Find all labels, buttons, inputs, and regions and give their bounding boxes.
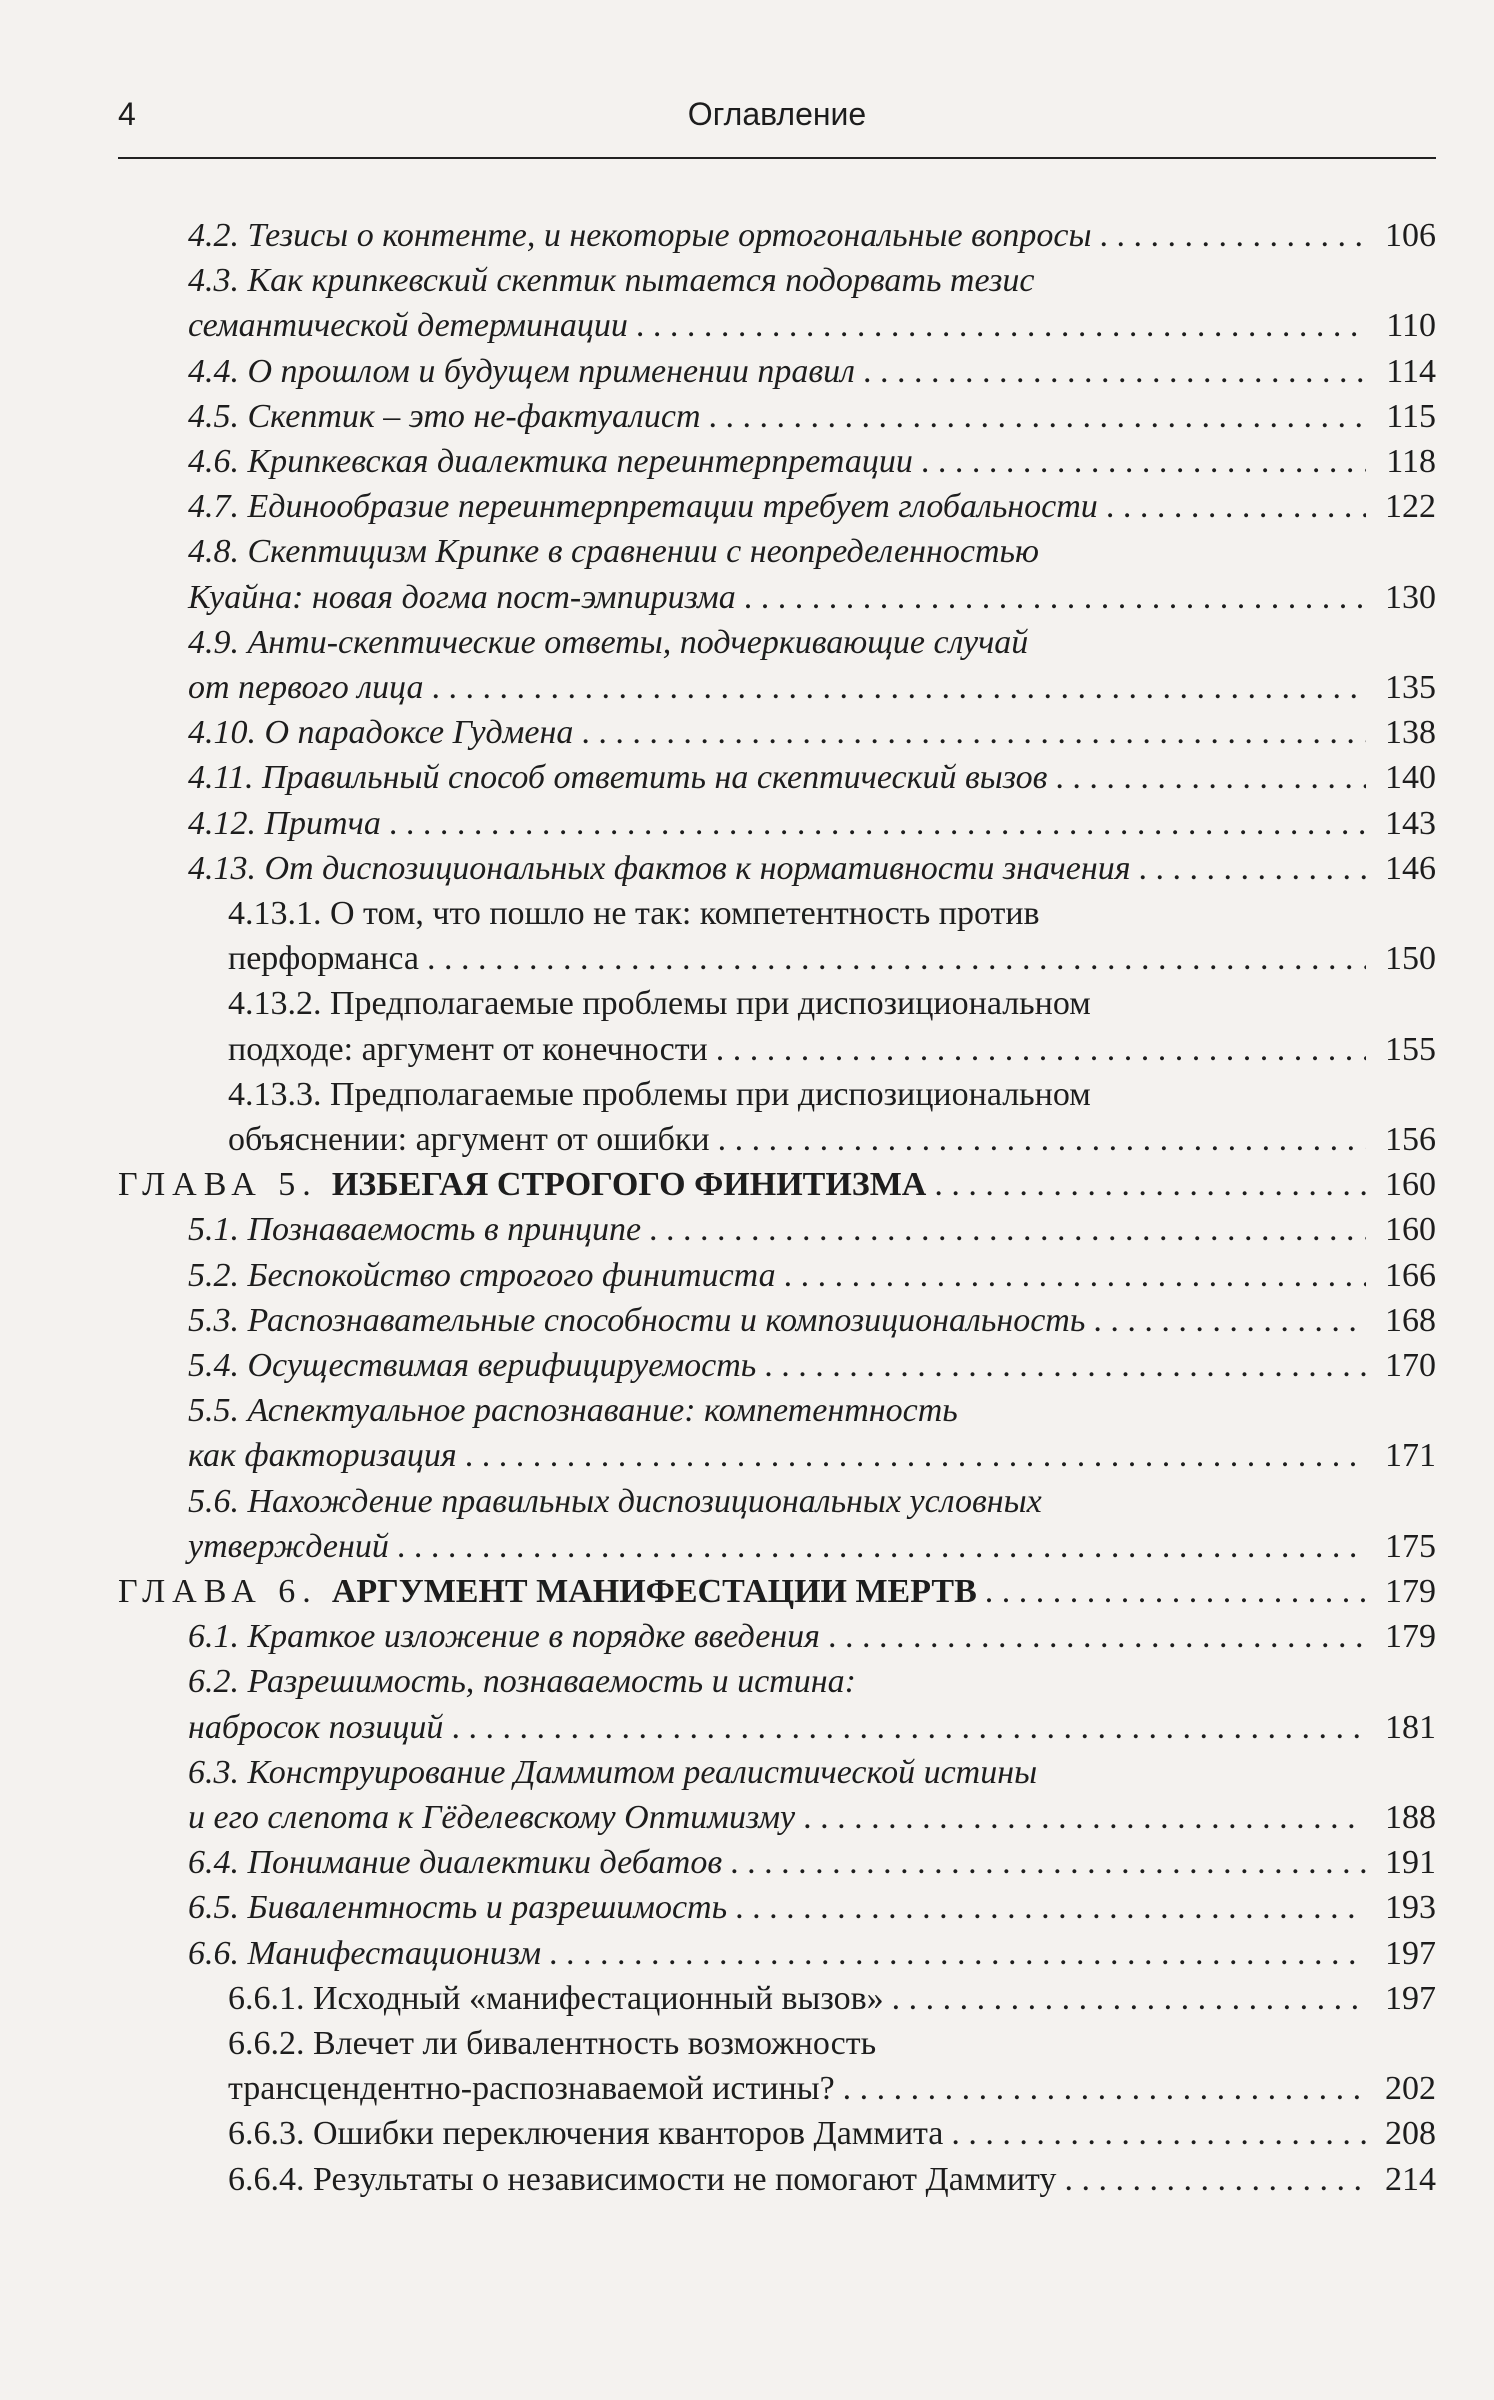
dot-leader (581, 711, 1366, 755)
entry-text: 4.5. Скептик – это не-фактуалист (188, 397, 701, 435)
toc-subsection-line (228, 982, 1436, 1026)
toc-section-line (188, 1525, 1436, 1569)
page-ref: 197 (1385, 1979, 1436, 2017)
entry-text: 4.3. Как крипкевский скептик пытается подорвать тезис (188, 262, 1035, 300)
entry-text: 5.1. Познаваемость в принципе (188, 1211, 642, 1249)
dot-leader (1139, 847, 1366, 891)
toc-section-line (188, 1208, 1436, 1252)
toc-section-line (188, 259, 1436, 303)
entry-text: 4.11. Правильный способ ответить на скептический вызов (188, 759, 1048, 797)
toc-section-line (188, 621, 1436, 665)
page-ref: 155 (1385, 1030, 1436, 1068)
page-header (118, 96, 1436, 144)
toc-section-line (188, 1796, 1436, 1840)
page-number: 4 (118, 96, 136, 132)
toc-section-line (188, 1841, 1436, 1885)
toc-subsection-line (228, 1073, 1436, 1117)
entry-text: набросок позиций (188, 1708, 444, 1746)
entry-text: 4.7. Единообразие переинтерпретации требует глобальности (188, 488, 1098, 526)
entry-text: объяснении: аргумент от ошибки (228, 1121, 710, 1158)
entry-text: 4.13.3. Предполагаемые проблемы при диспозициональном (228, 1075, 1091, 1113)
page-ref: 130 (1385, 578, 1436, 616)
dot-leader (985, 1570, 1366, 1614)
toc-section-line (188, 1344, 1436, 1388)
entry-text: 6.3. Конструирование Даммитом реалистической истины (188, 1753, 1038, 1791)
dot-leader (1055, 756, 1366, 800)
page-ref: 106 (1385, 217, 1436, 254)
page-ref: 146 (1385, 849, 1436, 887)
dot-leader (921, 440, 1366, 484)
running-title: Оглавление (687, 96, 867, 132)
dot-leader (427, 937, 1366, 981)
toc-section-line (188, 1751, 1436, 1795)
entry-text: 6.6.3. Ошибки переключения кванторов Даммита (228, 2115, 944, 2153)
entry-text: 5.6. Нахождение правильных диспозициональных условных (188, 1482, 1042, 1520)
entry-text: 6.6.4. Результаты о независимости не помогают Даммиту (228, 2160, 1057, 2198)
entry-text: и его слепота к Гёделевскому Оптимизму (188, 1799, 796, 1836)
toc-section-line (188, 1615, 1436, 1659)
entry-text: 4.13.1. О том, что пошло не так: компетентность против (228, 895, 1040, 932)
entry-text: 4.13. От диспозициональных фактов к нормативности значения (188, 849, 1131, 887)
page-ref: 156 (1385, 1121, 1436, 1158)
dot-leader (1100, 214, 1366, 258)
page-ref: 193 (1385, 1889, 1436, 1927)
toc-section-line (188, 756, 1436, 800)
dot-leader (892, 1977, 1366, 2021)
entry-text: 4.2. Тезисы о контенте, и некоторые ортогональные вопросы (188, 217, 1092, 254)
page-ref: 143 (1385, 804, 1436, 842)
chapter-label: ГЛАВА 5. (118, 1166, 318, 1204)
toc-subsection-line (228, 1118, 1436, 1162)
page-ref: 166 (1385, 1256, 1436, 1294)
page-ref: 122 (1385, 488, 1436, 526)
toc-section-line (188, 576, 1436, 620)
toc-chapter (118, 1570, 1436, 1614)
page-ref: 140 (1385, 759, 1436, 797)
dot-leader (465, 1434, 1366, 1478)
dot-leader (951, 2112, 1366, 2156)
entry-text: 6.4. Понимание диалектики дебатов (188, 1844, 723, 1882)
toc-section-line (188, 214, 1436, 258)
toc-section-line (188, 395, 1436, 439)
toc-section-line (188, 1389, 1436, 1433)
dot-leader (709, 395, 1366, 439)
entry-text: перформанса (228, 940, 419, 978)
dot-leader (784, 1254, 1366, 1298)
dot-leader (934, 1163, 1366, 1207)
dot-leader (718, 1118, 1366, 1162)
toc-section-line (188, 847, 1436, 891)
dot-leader (744, 576, 1366, 620)
toc-subsection-line (228, 937, 1436, 981)
entry-text: 4.12. Притча (188, 804, 381, 842)
page-ref: 138 (1385, 714, 1436, 752)
toc-section-line (188, 1480, 1436, 1524)
entry-text: 5.3. Распознавательные способности и композициональность (188, 1301, 1086, 1339)
page-ref: 170 (1385, 1347, 1436, 1384)
entry-text: 4.6. Крипкевская диалектика переинтерпретации (188, 443, 913, 480)
dot-leader (843, 2067, 1366, 2111)
entry-text: 6.6.1. Исходный «манифестационный вызов» (228, 1979, 884, 2017)
page-ref: 181 (1385, 1708, 1436, 1746)
toc-section-line (188, 1932, 1436, 1976)
entry-text: подходе: аргумент от конечности (228, 1030, 708, 1068)
entry-text: 6.2. Разрешимость, познаваемость и истина: (188, 1663, 856, 1701)
dot-leader (1093, 1299, 1366, 1343)
page-ref: 188 (1385, 1799, 1436, 1836)
dot-leader (389, 802, 1366, 846)
toc-section-line (188, 1660, 1436, 1704)
page-ref: 160 (1385, 1211, 1436, 1249)
entry-text: 5.4. Осуществимая верифицируемость (188, 1347, 757, 1384)
entry-text: 4.13.2. Предполагаемые проблемы при диспозициональном (228, 985, 1091, 1023)
dot-leader (451, 1706, 1366, 1750)
page-ref: 160 (1385, 1166, 1436, 1204)
entry-text: как факторизация (188, 1437, 457, 1475)
dot-leader (863, 350, 1366, 394)
toc-subsection-line (228, 2067, 1436, 2111)
entry-text: от первого лица (188, 669, 424, 706)
page-ref: 168 (1385, 1301, 1436, 1339)
entry-text: 5.5. Аспектуальное распознавание: компетентность (188, 1392, 958, 1430)
dot-leader (735, 1886, 1366, 1930)
toc-section-line (188, 304, 1436, 348)
dot-leader (431, 666, 1366, 710)
page-ref: 197 (1385, 1934, 1436, 1972)
dot-leader (730, 1841, 1366, 1885)
entry-text: 4.4. О прошлом и будущем применении правил (188, 352, 856, 390)
toc-section-line (188, 440, 1436, 484)
entry-text: 4.8. Скептицизм Крипке в сравнении с неопределенностью (188, 533, 1039, 571)
dot-leader (764, 1344, 1366, 1388)
page-ref: 179 (1385, 1573, 1436, 1610)
dot-leader (1064, 2158, 1366, 2202)
toc-section-line (188, 350, 1436, 394)
dot-leader (397, 1525, 1366, 1569)
toc-section-line (188, 485, 1436, 529)
toc-subsection-line (228, 1977, 1436, 2021)
dot-leader (1106, 485, 1366, 529)
page-ref: 114 (1386, 352, 1436, 390)
toc-section-line (188, 666, 1436, 710)
entry-text: 5.2. Беспокойство строгого финитиста (188, 1256, 776, 1294)
page-ref: 208 (1385, 2115, 1436, 2153)
page-ref: 214 (1385, 2160, 1436, 2198)
toc-subsection-line (228, 892, 1436, 936)
dot-leader (649, 1208, 1366, 1252)
toc-section-line (188, 1886, 1436, 1930)
entry-text: 4.9. Анти-скептические ответы, подчеркивающие случай (188, 623, 1029, 661)
page-ref: 115 (1386, 397, 1436, 435)
toc-section-line (188, 1706, 1436, 1750)
dot-leader (636, 304, 1366, 348)
toc-subsection-line (228, 2112, 1436, 2156)
page-ref: 150 (1385, 940, 1436, 978)
page-ref: 118 (1386, 443, 1436, 480)
dot-leader (716, 1028, 1366, 1072)
dot-leader (803, 1796, 1366, 1840)
toc-section-line (188, 530, 1436, 574)
toc-section-line (188, 1299, 1436, 1343)
toc-section-line (188, 1434, 1436, 1478)
toc-subsection-line (228, 1028, 1436, 1072)
page-ref: 171 (1385, 1437, 1436, 1475)
toc-chapter (118, 1163, 1436, 1207)
page-ref: 135 (1385, 669, 1436, 706)
toc-section-line (188, 1254, 1436, 1298)
dot-leader (828, 1615, 1366, 1659)
entry-text: семантической детерминации (188, 307, 628, 345)
toc-section-line (188, 711, 1436, 755)
chapter-title: ИЗБЕГАЯ СТРОГОГО ФИНИТИЗМА (331, 1166, 927, 1204)
entry-text: 6.5. Бивалентность и разрешимость (188, 1889, 728, 1927)
page-ref: 110 (1386, 307, 1436, 345)
chapter-label: ГЛАВА 6. (118, 1573, 318, 1610)
entry-text: 6.6.2. Влечет ли бивалентность возможность (228, 2025, 877, 2062)
toc-subsection-line (228, 2158, 1436, 2202)
entry-text: 6.6. Манифестационизм (188, 1934, 542, 1972)
entry-text: Куайна: новая догма пост-эмпиризма (188, 578, 736, 616)
page-ref: 202 (1385, 2070, 1436, 2108)
header-rule (118, 157, 1436, 159)
page-ref: 191 (1385, 1844, 1436, 1882)
entry-text: утверждений (188, 1527, 389, 1565)
toc-section-line (188, 802, 1436, 846)
entry-text: 4.10. О парадоксе Гудмена (188, 714, 574, 752)
entry-text: трансцендентно-распознаваемой истины? (228, 2070, 835, 2108)
page-ref: 175 (1385, 1527, 1436, 1565)
dot-leader (549, 1932, 1366, 1976)
chapter-title: АРГУМЕНТ МАНИФЕСТАЦИИ МЕРТВ (331, 1573, 977, 1610)
page-ref: 179 (1385, 1618, 1436, 1656)
entry-text: 6.1. Краткое изложение в порядке введения (188, 1618, 820, 1656)
toc-subsection-line (228, 2022, 1436, 2066)
